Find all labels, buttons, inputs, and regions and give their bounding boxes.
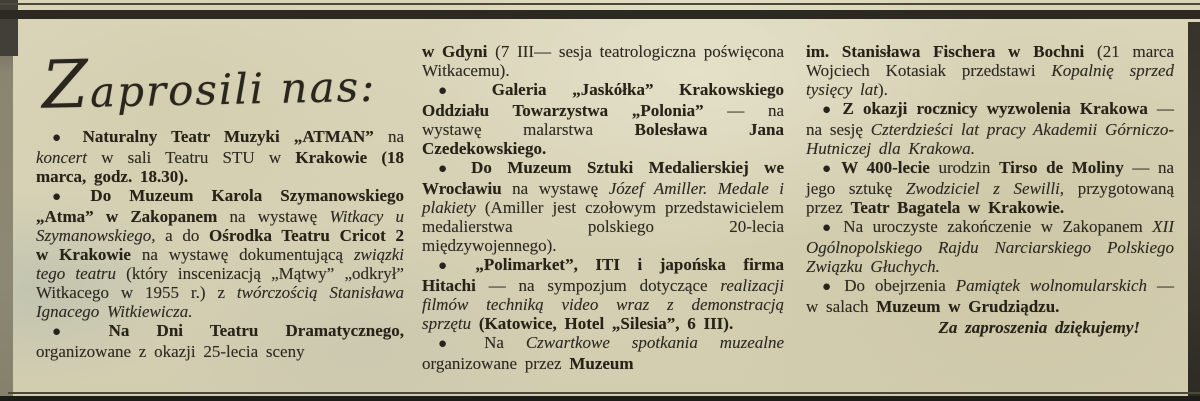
bottom-rule-thick [0, 396, 1200, 401]
bullet-icon: ● [438, 83, 467, 99]
bullet-icon: ● [822, 161, 833, 177]
paragraph [36, 127, 404, 186]
text-run: Na [462, 333, 526, 352]
text-run: (7 III— sesja teatrologiczna poświęcona Witkacemu). [422, 42, 784, 80]
text-run: organizowane przez [422, 354, 570, 373]
text-run: Bolesława Jana Czedekowskiego. [422, 120, 784, 158]
text-run: Teatr Bagatela w Krakowie. [850, 198, 1065, 217]
text-run: Muzeum w Grudziądzu. [876, 297, 1060, 316]
paragraph [422, 255, 784, 333]
text-run: — na sympozjum dotyczące [475, 276, 721, 295]
text-run: na wystawę dokumentującą [130, 245, 354, 264]
text-run: na [373, 127, 404, 146]
text-column-2 [422, 42, 784, 373]
text-run: a do [155, 226, 210, 245]
text-run: w Gdyni [422, 42, 488, 61]
bullet-icon: ● [52, 324, 82, 340]
text-run: Z okazji rocznicy wyzwolenia Krakowa [833, 99, 1148, 118]
text-run: na wystawę [217, 207, 330, 226]
paragraph [422, 158, 784, 255]
page-edge-right [1188, 22, 1200, 401]
text-run: Ośrodka Teatru Cricot 2 w Krakowie [36, 226, 404, 264]
top-left-corner-shadow [0, 0, 18, 56]
bullet-icon: ● [822, 102, 834, 118]
text-run: ). [877, 80, 888, 99]
paragraph [422, 42, 784, 80]
text-run: Czwartkowe spotkania muzealne [525, 333, 785, 352]
text-column-1 [36, 127, 404, 361]
bullet-icon: ● [438, 258, 458, 274]
text-run: (Katowice, Hotel „Silesia”, 6 III). [478, 314, 734, 333]
text-run: Galeria „Jaskółka” Krakowskiego Oddziału Towarzystwa „Polonia” [422, 80, 784, 120]
paragraph [806, 99, 1174, 158]
text-run: przygotowaną przez [806, 179, 1174, 217]
text-run: Muzeum [569, 354, 634, 373]
bullet-icon: ● [822, 279, 835, 295]
text-run: twórczością Stanisława Ignacego Witkiewicza. [36, 283, 405, 321]
text-run: na wystawę [501, 179, 609, 198]
text-run: organizowane z okazji 25-lecia sceny [36, 342, 305, 361]
text-run: (21 marca Wojciech Kotasiak przedstawi [806, 42, 1174, 80]
text-run: Krakowie (18 marca, godz. 18.30). [36, 148, 404, 186]
paragraph [806, 276, 1174, 316]
text-run: Kopalnię sprzed tysięcy lat [806, 61, 1174, 99]
paragraph [806, 158, 1174, 217]
text-run: Na uroczyste zakończenie w Zakopanem [833, 217, 1153, 236]
text-run: Czterdzieści lat pracy Akademii Górniczo-Hutniczej dla Krakowa. [806, 120, 1175, 158]
top-rule-thick [0, 10, 1200, 19]
paragraph [422, 333, 784, 373]
paragraph [36, 186, 404, 321]
bottom-rule-thin [8, 392, 1200, 394]
text-run: — na sesję [806, 99, 1174, 139]
text-run: — na wystawę malarstwa [422, 101, 784, 139]
page-edge-left [0, 0, 13, 401]
text-run: Tirso de Moliny [999, 158, 1124, 177]
bullet-icon: ● [822, 220, 834, 236]
text-run: Na Dni Teatru Dramatycznego, [81, 321, 404, 340]
paragraph [806, 42, 1174, 99]
text-run: (który inscenizacją „Mątwy” „odkrył” Witkacego w 1955 r.) z [36, 264, 404, 302]
paragraph [422, 80, 784, 158]
bullet-icon: ● [438, 336, 463, 352]
text-run: Do Muzeum Karola Szymanowskiego „Atma” w Zakopanem [36, 186, 404, 226]
text-run: Za zaproszenia dziękujemy! [938, 318, 1140, 337]
paragraph [36, 321, 404, 361]
text-run: Pamiątek wolnomularskich [955, 276, 1148, 295]
text-run: Naturalny Teatr Muzyki „ATMAN” [68, 127, 374, 146]
paragraph [806, 318, 1174, 337]
text-run [471, 314, 479, 333]
top-rule-thin [0, 3, 1200, 5]
paragraph [806, 217, 1174, 276]
bullet-icon: ● [52, 130, 69, 146]
text-run: w sali Teatru STU w [86, 148, 296, 167]
text-run: Zwodziciel z Sewilli, [905, 179, 1065, 198]
text-run: realizacji filmów techniką video wraz z demonstracją sprzętu [422, 276, 784, 333]
text-run: XII Ogólnopolskiego Rajdu Narciarskiego Polskiego Związku Głuchych. [806, 217, 1174, 276]
text-run: urodzin [929, 158, 1000, 177]
text-run: Do Muzeum Sztuki Medalierskiej we Wrocławiu [422, 158, 784, 198]
text-run: (Amiller jest czołowym przedstawicielem medalierstwa polskiego 20-lecia międzywojennego). [422, 198, 784, 255]
text-run: związki tego teatru [36, 245, 404, 283]
text-column-3 [806, 42, 1174, 337]
text-run: koncert [36, 148, 87, 167]
text-run: Witkacy u Szymanowskiego, [36, 207, 405, 245]
bullet-icon: ● [52, 189, 73, 205]
text-run: „Polimarket”, ITI i japońska firma Hitachi [422, 255, 785, 295]
text-run: — w salach [806, 276, 1174, 316]
text-run: Józef Amiller. Medale i plakiety [422, 179, 784, 217]
text-run: im. Stanisława Fischera w Bochni [806, 42, 1085, 61]
bullet-icon: ● [438, 161, 456, 177]
article-title: Zaprosili nas: [41, 45, 377, 124]
text-run: — na jego sztukę [806, 158, 1175, 198]
text-run: Do obejrzenia [834, 276, 956, 295]
text-run: W 400-lecie [832, 158, 930, 177]
